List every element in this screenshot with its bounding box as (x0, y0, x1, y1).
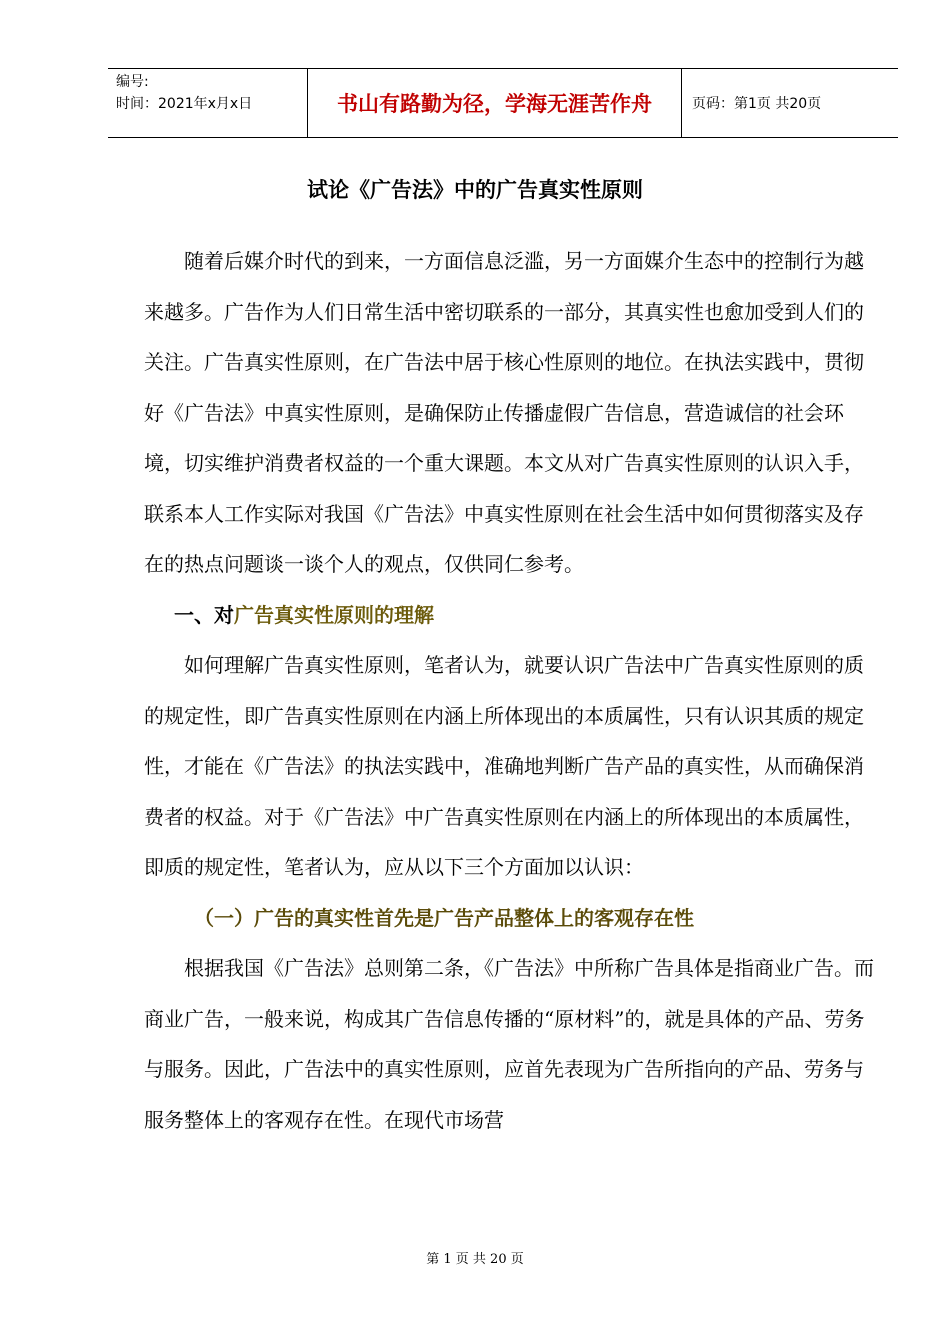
paragraph-understanding: 如何理解广告真实性原则，笔者认为，就要认识广告法中广告真实性原则的质的规定性，即广告真实性原则在内涵上所体现出的本质属性，只有认识其质的规定性，才能在《广告法》的执法实践中，准确地判断广告产品的真实性，从而确保消费者的权益。对于《广告法》中广告真实性原则在内涵上的所体现出的本质属性，即质的规定性，笔者认为，应从以下三个方面加以认识： (144, 653, 864, 879)
page-info: 页码：第1页 共20页 (692, 96, 822, 112)
document-title: 试论《广告法》中的广告真实性原则 (307, 178, 643, 202)
number-label: 编号: (116, 74, 149, 90)
time-label: 时间：2021年x月x日 (116, 96, 253, 112)
motto: 书山有路勤为径，学海无涯苦作舟 (308, 69, 682, 137)
paragraph-intro: 随着后媒介时代的到来，一方面信息泛滥，另一方面媒介生态中的控制行为越来越多。广告作为人们日常生活中密切联系的一部分，其真实性也愈加受到人们的关注。广告真实性原则，在广告法中居于核心性原则的地位。在执法实践中，贯彻好《广告法》中真实性原则，是确保防止传播虚假广告信息，营造诚信的社会环境，切实维护消费者权益的一个重大课题。本文从对广告真实性原则的认识入手，联系本人工作实际对我国《广告法》中真实性原则在社会生活中如何贯彻落实及存在的热点问题谈一谈个人的观点，仅供同仁参考。 (144, 249, 864, 576)
section-heading-1-prefix: 一、对 (174, 602, 234, 627)
header-table (108, 68, 898, 138)
subsection-heading-1: （一）广告的真实性首先是广告产品整体上的客观存在性 (194, 905, 694, 930)
header-meta-cell (108, 69, 308, 137)
paragraph-objective-existence: 根据我国《广告法》总则第二条，《广告法》中所称广告具体是指商业广告。而商业广告，一般来说，构成其广告信息传播的“原材料”的，就是具体的产品、劳务与服务。因此，广告法中的真实性原则，应首先表现为广告所指向的产品、劳务与服务整体上的客观存在性。在现代市场营 (144, 956, 874, 1132)
section-heading-1 (144, 590, 882, 641)
document-body (144, 236, 882, 1145)
section-heading-1-text: 广告真实性原则的理解 (234, 602, 434, 627)
page-footer: 第 1 页 共 20 页 (426, 1252, 524, 1267)
